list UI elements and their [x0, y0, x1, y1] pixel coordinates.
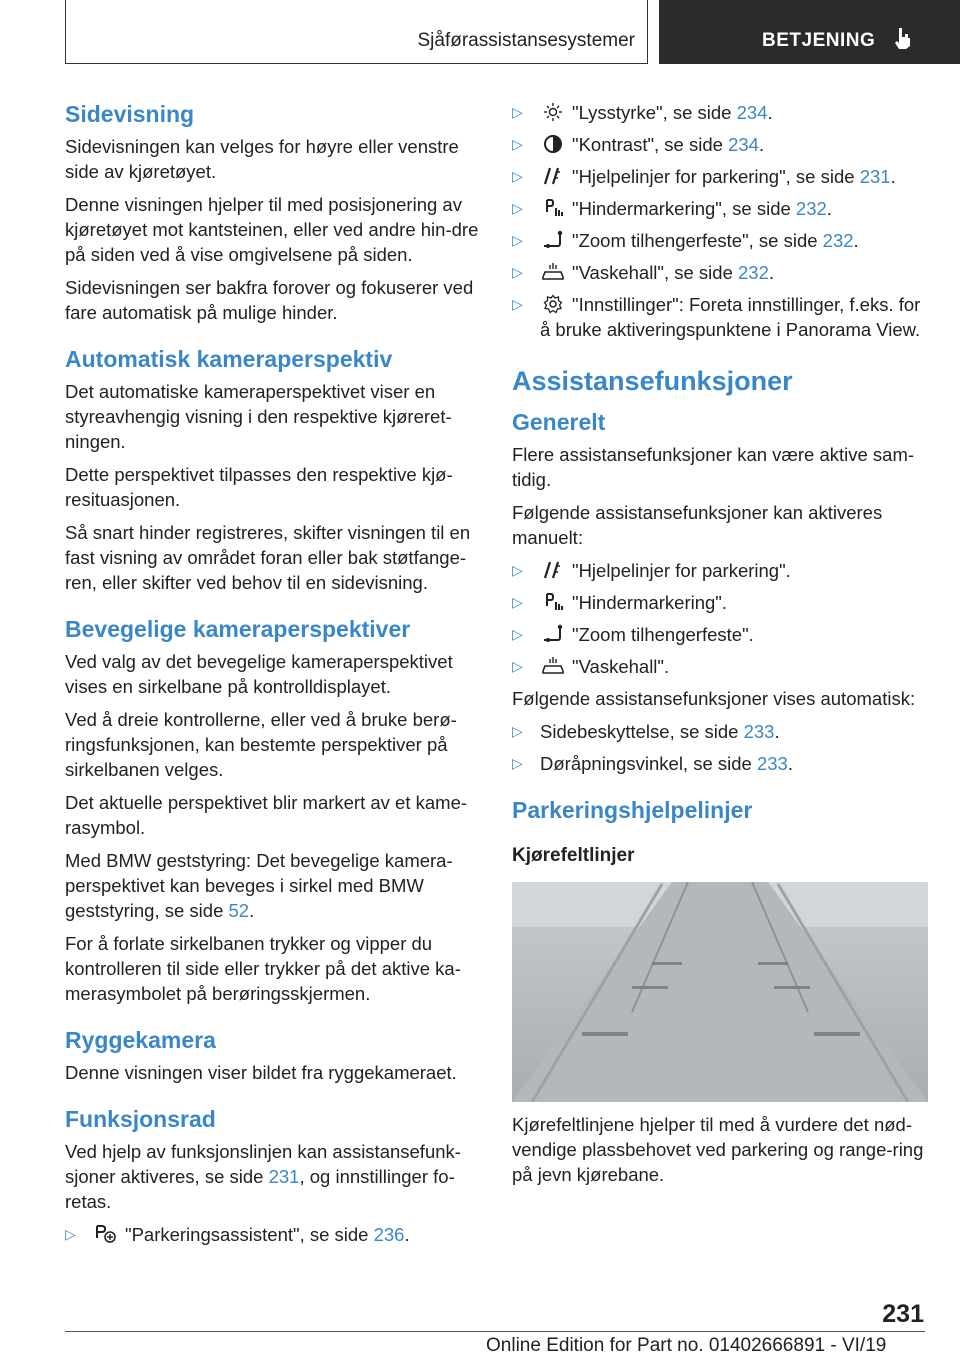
paragraph: Sidevisningen kan velges for høyre eller venstre side av kjøretøyet. [65, 136, 459, 182]
paragraph: Flere assistansefunksjoner kan være aktive sam-tidig. [512, 444, 915, 490]
paragraph [65, 1139, 483, 1214]
bullet-triangle-icon: ▷ [512, 562, 523, 578]
bullet-triangle-icon: ▷ [512, 168, 523, 184]
list-item: ▷ "Hjelpelinjer for parkering", se side 231. [512, 166, 896, 187]
heading-parking-lines: Parkeringshjelpelinjer [512, 797, 753, 823]
bullet-triangle-icon: ▷ [512, 755, 523, 771]
lane-lines-illustration [512, 882, 928, 1102]
page-link[interactable]: 231 [859, 166, 891, 187]
list-item: ▷ "Vaskehall", se side 232. [512, 262, 775, 283]
list-item [512, 654, 930, 679]
parking-lines-icon [540, 166, 566, 186]
bullet-triangle-icon: ▷ [65, 1226, 76, 1242]
page-link[interactable]: 52 [228, 900, 250, 921]
automatic-functions-list [512, 719, 930, 776]
heading-reverse-camera: Ryggekamera [65, 1027, 216, 1053]
page-link[interactable]: 232 [738, 262, 769, 283]
trailer-hitch-icon [540, 230, 566, 250]
manual-functions-list [512, 558, 930, 679]
list-item [512, 558, 930, 583]
paragraph-text: , og innstillinger fo-retas. [65, 1166, 455, 1212]
left-column [65, 100, 483, 1267]
page-link[interactable]: 231 [268, 1166, 300, 1187]
list-item-text: "Innstillinger": Foreta innstillinger, f.eks. for å bruke aktiveringspunktene i Panorama View. [540, 294, 921, 340]
bullet-triangle-icon: ▷ [512, 296, 523, 312]
header-section-title: Sjåførassistansesystemer [417, 30, 635, 51]
section-sidevisning [65, 100, 483, 325]
page-link[interactable]: 232 [822, 230, 854, 251]
list-item-text: "Hindermarkering". [572, 592, 728, 613]
paragraph: Dette perspektivet tilpasses den respektive kjø-resituasjonen. [65, 464, 453, 510]
sun-icon [540, 102, 566, 122]
heading-function-bar: Funksjonsrad [65, 1106, 216, 1132]
obstacle-marking-icon [540, 198, 566, 218]
parking-lines-icon [540, 560, 566, 580]
car-wash-icon [540, 656, 566, 676]
paragraph: Denne visningen viser bildet fra ryggekameraet. [65, 1062, 457, 1083]
paragraph: Følgende assistansefunksjoner kan aktiveres manuelt: [512, 502, 883, 548]
bullet-triangle-icon: ▷ [512, 264, 523, 280]
heading-assist-functions: Assistansefunksjoner [512, 366, 793, 396]
edition-note: Online Edition for Part no. 01402666891 - VI/19 [486, 1335, 887, 1356]
list-item-text: Døråpningsvinkel, se side [540, 753, 757, 774]
list-item-text: "Kontrast", se side [572, 134, 729, 155]
list-item-text: "Vaskehall". [572, 656, 670, 677]
paragraph: Sidevisningen ser bakfra forover og fokuserer ved fare automatisk på mulige hinder. [65, 277, 474, 323]
list-item [512, 590, 930, 615]
list-item-text: "Zoom tilhengerfeste", se side [572, 230, 823, 251]
list-item-text: "Lysstyrke", se side [572, 102, 737, 123]
car-wash-icon [540, 262, 566, 282]
heading-sidevisning: Sidevisning [65, 101, 195, 127]
bullet-triangle-icon: ▷ [512, 658, 523, 674]
function-list [65, 1222, 483, 1247]
page-link[interactable]: 233 [756, 753, 788, 774]
list-item-text: "Hindermarkering", se side [572, 198, 796, 219]
section-function-bar [65, 1105, 483, 1247]
bullet-triangle-icon: ▷ [512, 136, 523, 152]
page-link[interactable]: 234 [728, 134, 759, 155]
function-bar-list [512, 100, 930, 342]
section-movable-camera [65, 615, 483, 1006]
section-automatic-camera [65, 345, 483, 595]
paragraph: Ved å dreie kontrollerne, eller ved å bruke berø-ringsfunksjonen, kan bestemte perspektiver på sirkelbanen velges. [65, 709, 457, 780]
parking-assistant-icon [93, 1224, 119, 1244]
list-item-text: "Hjelpelinjer for parkering". [572, 560, 791, 581]
list-item [512, 622, 930, 647]
subheading-lane-lines: Kjørefeltlinjer [512, 845, 635, 866]
paragraph-text: Ved hjelp av funksjonslinjen kan assistansefunk-sjoner aktiveres, se side [65, 1141, 461, 1187]
heading-general: Generelt [512, 409, 606, 435]
paragraph: Følgende assistansefunksjoner vises automatisk: [512, 688, 916, 709]
list-item: ▷ Døråpningsvinkel, se side 233. [512, 753, 793, 774]
section-general [512, 408, 930, 776]
section-parking-lines [512, 796, 930, 1187]
paragraph: Ved valg av det bevegelige kameraperspektivet vises en sirkelbane på kontrolldisplayet. [65, 651, 453, 697]
figure-caption: Kjørefeltlinjene hjelper til med å vurdere det nød-vendige plassbehovet ved parkering og range-ring på jevn kjørebane. [512, 1114, 924, 1185]
list-item: ▷ "Parkeringsassistent", se side 236. [65, 1224, 410, 1245]
paragraph-text: Med BMW geststyring: Det bevegelige kamera-perspektivet kan beveges i sirkel med BMW geststyring, se side [65, 850, 453, 921]
paragraph: Med BMW geststyring: Det bevegelige kamera-perspektivet kan beveges i sirkel med BMW geststyring, se side 52. [65, 850, 453, 921]
page-link[interactable]: 236 [373, 1224, 405, 1245]
list-item-text: "Parkeringsassistent", se side [125, 1224, 374, 1245]
heading-automatic-camera: Automatisk kameraperspektiv [65, 346, 393, 372]
list-item-text: "Zoom tilhengerfeste". [572, 624, 754, 645]
header-chapter-box [659, 0, 960, 64]
list-item: ▷ "Hindermarkering", se side 232. [512, 198, 832, 219]
paragraph: For å forlate sirkelbanen trykker og vipper du kontrolleren til side eller trykker på det aktive ka-merasymbolet på berøringsskjermen. [65, 933, 461, 1004]
list-item [512, 292, 930, 342]
header-section-box [65, 0, 648, 64]
paragraph: Det aktuelle perspektivet blir markert av et kame-rasymbol. [65, 792, 468, 838]
bullet-triangle-icon: ▷ [512, 626, 523, 642]
section-reverse-camera [65, 1026, 483, 1085]
page-link[interactable]: 232 [795, 198, 827, 219]
list-item-text: Sidebeskyttelse, se side [540, 721, 744, 742]
footer-divider [65, 1331, 925, 1332]
bullet-triangle-icon: ▷ [512, 723, 523, 739]
heading-movable-camera: Bevegelige kameraperspektiver [65, 616, 411, 642]
page-link[interactable]: 233 [743, 721, 775, 742]
list-item: ▷ Sidebeskyttelse, se side 233. [512, 721, 780, 742]
trailer-hitch-icon [540, 624, 566, 644]
page-link[interactable]: 234 [736, 102, 768, 123]
paragraph: Så snart hinder registreres, skifter visningen til en fast visning av området foran eller bak støtfange-ren, eller skifter ved behov til en sidevisning. [65, 522, 471, 593]
hand-pointer-icon [891, 26, 913, 50]
page-number: 231 [882, 1300, 924, 1328]
list-item: ▷ "Kontrast", se side 234. [512, 134, 765, 155]
bullet-triangle-icon: ▷ [512, 594, 523, 610]
list-item-text: "Vaskehall", se side [572, 262, 739, 283]
paragraph: Det automatiske kameraperspektivet viser en styreavhengig visning i den respektive kjøreret-ningen. [65, 381, 452, 452]
settings-icon [540, 294, 566, 314]
list-item: ▷ "Zoom tilhengerfeste", se side 232. [512, 230, 859, 251]
paragraph: Denne visningen hjelper til med posisjonering av kjøretøyet mot kantsteinen, eller ved andre hin-dre på siden ved å vise omgivelsene på siden. [65, 194, 479, 265]
bullet-triangle-icon: ▷ [512, 104, 523, 120]
right-column [512, 100, 930, 1207]
header-chapter-title: BETJENING [762, 30, 876, 51]
list-item-text: "Hjelpelinjer for parkering", se side [572, 166, 860, 187]
contrast-icon [540, 134, 566, 154]
list-item: ▷ "Lysstyrke", se side 234. [512, 102, 773, 123]
obstacle-marking-icon [540, 592, 566, 612]
bullet-triangle-icon: ▷ [512, 200, 523, 216]
bullet-triangle-icon: ▷ [512, 232, 523, 248]
